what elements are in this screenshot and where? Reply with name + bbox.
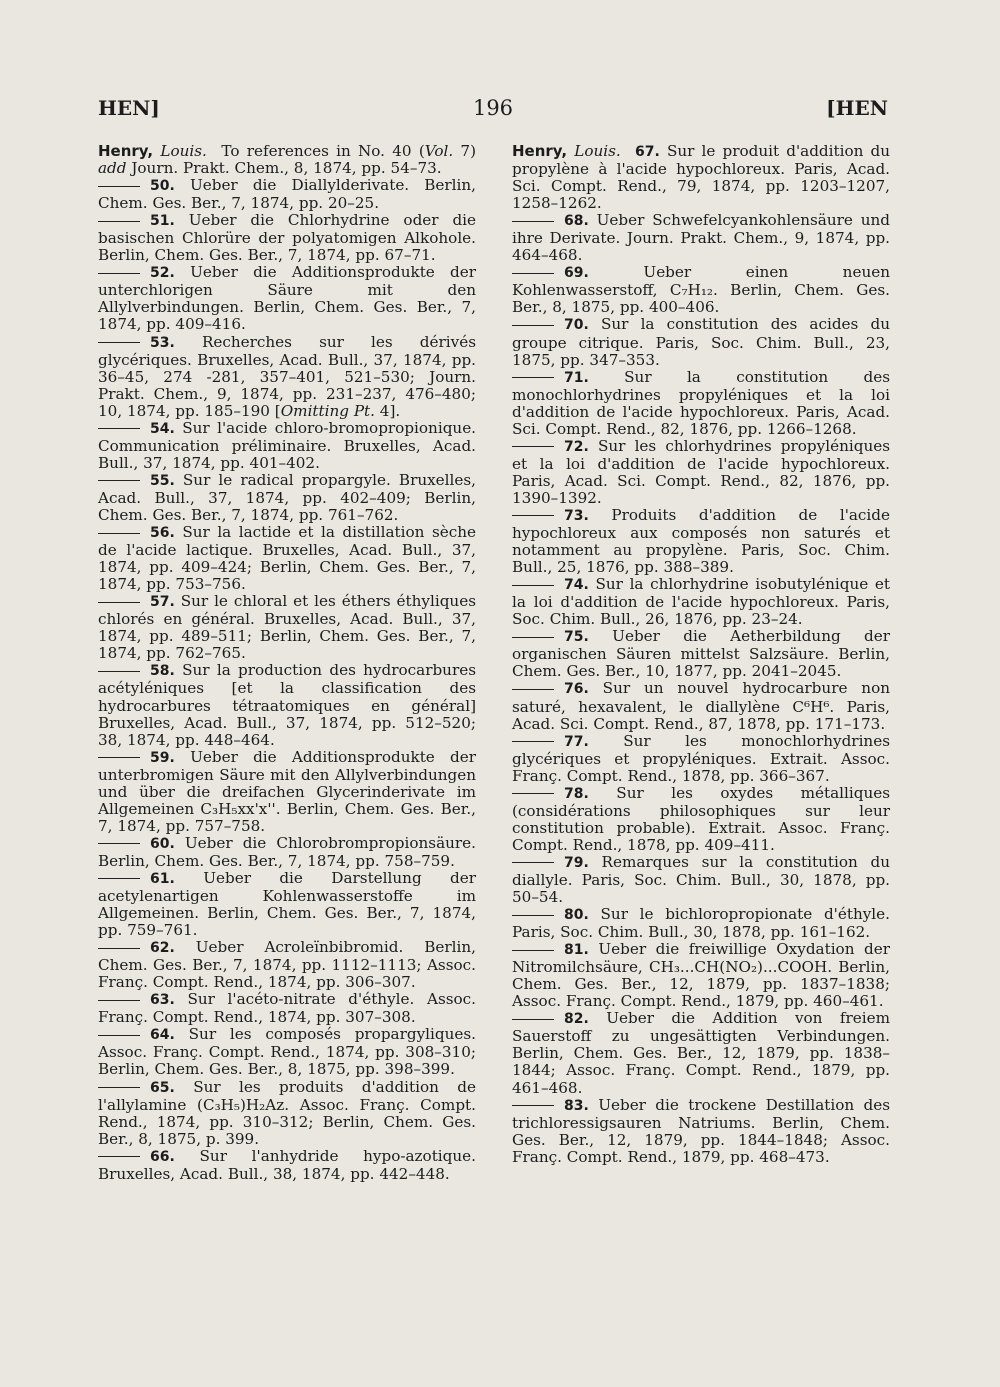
bibliography-entry xyxy=(98,991,476,1026)
entry-text: Sur la constitution des monochlorhydrines propyléniques et la loi d'addition de l'acide hypochloreux. Paris, Acad. Sci. Compt. Rend., 82, 1876, pp. 1266–1268. xyxy=(512,367,890,438)
entry-number: 77. xyxy=(564,733,589,750)
ditto-dash xyxy=(98,1035,140,1036)
entry-number: 83. xyxy=(564,1097,589,1114)
intro-vol: Vol. xyxy=(424,142,454,160)
ditto-dash xyxy=(98,342,140,343)
entry-number: 80. xyxy=(564,907,589,924)
entry-text: Ueber die Additionsprodukte der unterbromigen Säure mit den Allylverbindungen und über die dreifachen Glycerinderivate im Allgemeinen C₃H₅xx'x''. Berlin, Chem. Ges. Ber., 7, 1874, pp. 757–758. xyxy=(98,747,477,835)
entry-number: 63. xyxy=(150,992,175,1009)
intro-text-a: To references in No. 40 ( xyxy=(221,142,425,160)
entry-text-tail: 4]. xyxy=(374,401,401,420)
entry-text: Sur un nouvel hydrocarbure non saturé, hexavalent, le diallylène C⁶H⁶. Paris, Acad. Sci. Compt. Rend., 87, 1878, pp. 171–173. xyxy=(512,679,891,733)
ditto-dash xyxy=(512,915,554,916)
entry-number: 57. xyxy=(150,594,175,611)
entry-text: Sur l'anhydride hypo-azotique. Bruxelles, Acad. Bull., 38, 1874, pp. 442–448. xyxy=(98,1146,476,1183)
running-header xyxy=(98,96,888,128)
bibliography-entry xyxy=(98,593,476,662)
bibliography-entry xyxy=(512,941,890,1010)
entry-number: 60. xyxy=(150,835,175,852)
ditto-dash xyxy=(512,325,554,326)
entry-text: Sur la production des hydrocarbures acétyléniques [et la classification des hydrocarbures tétraatomiques en général] Bruxelles, Acad. Bull., 37, 1874, pp. 512–520; 38, 1874, pp. 448–464. xyxy=(98,661,477,749)
entry-text: Ueber Schwefelcyankohlensäure und ihre Derivate. Journ. Prakt. Chem., 9, 1874, pp. 464–468. xyxy=(512,211,890,265)
entry-italic-note: Omitting Pt. xyxy=(280,401,375,420)
bibliography-entry xyxy=(98,1026,476,1078)
entry-number: 50. xyxy=(150,178,175,195)
entry-text: Sur la constitution des acides du groupe citrique. Paris, Soc. Chim. Bull., 23, 1875, pp. 347–353. xyxy=(512,315,890,369)
ditto-dash xyxy=(98,221,140,222)
entry-text: Ueber die Darstellung der acetylenartigen Kohlenwasserstoffe im Allgemeinen. Berlin, Chem. Ges. Ber., 7, 1874, pp. 759–761. xyxy=(98,868,477,940)
entry-number: 53. xyxy=(150,334,175,351)
ditto-dash xyxy=(98,533,140,534)
bibliography-entry xyxy=(512,507,890,576)
bibliography-entry xyxy=(98,662,476,748)
author-entry xyxy=(512,143,890,212)
entry-text: Ueber die Addition von freiem Sauerstoff zu ungesättigten Verbindungen. Berlin, Chem. Ges. Ber., 12, 1879, pp. 1838–1844; Assoc. Franç. Compt. Rend., 1879, pp. 461–468. xyxy=(512,1009,890,1097)
bibliography-entry xyxy=(512,316,890,368)
entry-number: 78. xyxy=(564,785,589,802)
ditto-dash xyxy=(512,273,554,274)
right-column xyxy=(512,143,890,1166)
entry-number: 79. xyxy=(564,854,589,871)
header-right: [HEN xyxy=(826,96,888,120)
left-entry-list xyxy=(98,177,476,1183)
intro-add: add xyxy=(98,159,127,178)
entry-text: Sur l'acéto-nitrate d'éthyle. Assoc. Franç. Compt. Rend., 1874, pp. 307–308. xyxy=(98,990,477,1027)
bibliography-entry xyxy=(512,733,890,785)
entry-text: Sur la chlorhydrine isobutylénique et la loi d'addition de l'acide hypochloreux. Paris, Soc. Chim. Bull., 26, 1876, pp. 23–24. xyxy=(512,575,890,629)
bibliography-entry xyxy=(512,854,890,906)
bibliography-entry xyxy=(98,212,476,264)
entry-text: Sur le produit d'addition du propylène à l'acide hypochloreux. Paris, Acad. Sci. Compt. Rend., 79, 1874, pp. 1203–1207, 1258–1262. xyxy=(512,142,891,213)
ditto-dash xyxy=(98,671,140,672)
bibliography-entry xyxy=(98,870,476,939)
ditto-dash xyxy=(512,741,554,742)
author-first-name: Louis. xyxy=(574,142,621,160)
entry-number: 54. xyxy=(150,420,175,437)
entry-number: 55. xyxy=(150,472,175,489)
entry-text: Sur les monochlorhydrines glycériques et propyléniques. Extrait. Assoc. Franç. Compt. Rend., 1878, pp. 366–367. xyxy=(512,731,890,785)
entry-text: Ueber einen neuen Kohlenwasserstoff, C₇H₁₂. Berlin, Chem. Ges. Ber., 8, 1875, pp. 400–406. xyxy=(512,263,890,317)
entry-number: 51. xyxy=(150,213,175,230)
entry-number: 76. xyxy=(564,681,589,698)
ditto-dash xyxy=(98,1000,140,1001)
entry-number: 58. xyxy=(150,663,175,680)
ditto-dash xyxy=(512,377,554,378)
entry-number: 66. xyxy=(150,1148,175,1165)
ditto-dash xyxy=(98,1156,140,1157)
entry-text: Ueber die Additionsprodukte der unterchlorigen Säure mit den Allylverbindungen. Berlin, Chem. Ges. Ber., 7, 1874, pp. 409–416. xyxy=(98,263,477,334)
entry-text: Sur la lactide et la distillation sèche de l'acide lactique. Bruxelles, Acad. Bull., 37, 1874, pp. 409–424; Berlin, Chem. Ges. Ber., 7, 1874, pp. 753–756. xyxy=(98,523,476,594)
entry-text: Ueber die Aetherbildung der organischen Säuren mittelst Salzsäure. Berlin, Chem. Ges. Ber., 10, 1877, pp. 2041–2045. xyxy=(512,627,891,681)
entry-text: Ueber die freiwillige Oxydation der Nitromilchsäure, CH₃...CH(NO₂)...COOH. Berlin, Chem. Ges. Ber., 12, 1879, pp. 1837–1838; Assoc. Franç. Compt. Rend., 1879, pp. 460–461. xyxy=(512,940,891,1011)
entry-number: 72. xyxy=(564,438,589,455)
ditto-dash xyxy=(512,689,554,690)
entry-number: 74. xyxy=(564,577,589,594)
bibliography-entry xyxy=(512,628,890,680)
ditto-dash xyxy=(512,515,554,516)
author-entry xyxy=(98,143,476,177)
entry-number: 62. xyxy=(150,940,175,957)
ditto-dash xyxy=(512,585,554,586)
bibliography-entry xyxy=(98,472,476,524)
entry-number: 70. xyxy=(564,317,589,334)
entry-number: 68. xyxy=(564,213,589,230)
entry-text: Sur les oxydes métalliques (considérations philosophiques sur leur constitution probable). Extrait. Assoc. Franç. Compt. Rend., 1878, pp. 409–411. xyxy=(512,783,891,854)
ditto-dash xyxy=(512,446,554,447)
bibliography-entry xyxy=(512,212,890,264)
bibliography-entry xyxy=(98,420,476,472)
entry-number: 64. xyxy=(150,1027,175,1044)
ditto-dash xyxy=(512,950,554,951)
entry-text: Sur l'acide chloro-bromopropionique. Communication préliminaire. Bruxelles, Acad. Bull., 37, 1874, pp. 401–402. xyxy=(98,418,477,472)
ditto-dash xyxy=(98,878,140,879)
intro-text-c: Journ. Prakt. Chem., 8, 1874, pp. 54–73. xyxy=(126,159,442,178)
entry-text: Remarques sur la constitution du diallyle. Paris, Soc. Chim. Bull., 30, 1878, pp. 50–54. xyxy=(512,852,890,907)
entry-number: 69. xyxy=(564,265,589,282)
ditto-dash xyxy=(512,221,554,222)
bibliography-entry xyxy=(512,906,890,941)
entry-number: 52. xyxy=(150,265,175,282)
ditto-dash xyxy=(98,273,140,274)
page-number: 196 xyxy=(472,96,514,120)
ditto-dash xyxy=(512,1105,554,1106)
entry-text: Sur les composés propargyliques. Assoc. Franç. Compt. Rend., 1874, pp. 308–310; Berlin, Chem. Ges. Ber., 8, 1875, pp. 398–399. xyxy=(98,1025,476,1079)
entry-text: Sur le chloral et les éthers éthyliques chlorés en général. Bruxelles, Acad. Bull., 37, 1874, pp. 489–511; Berlin, Chem. Ges. Ber., 7, 1874, pp. 762–765. xyxy=(98,592,476,663)
entry-text: Sur le radical propargyle. Bruxelles, Acad. Bull., 37, 1874, pp. 402–409; Berlin, Chem. Ges. Ber., 7, 1874, pp. 761–762. xyxy=(98,470,476,524)
entry-number: 61. xyxy=(150,870,175,887)
bibliography-entry xyxy=(512,1010,890,1096)
bibliography-entry xyxy=(98,835,476,870)
entry-number: 75. xyxy=(564,629,589,646)
entry-number: 71. xyxy=(564,369,589,386)
ditto-dash xyxy=(98,186,140,187)
entry-text: Ueber Acroleïnbibromid. Berlin, Chem. Ges. Ber., 7, 1874, pp. 1112–1113; Assoc. Franç. Compt. Rend., 1874, pp. 306–307. xyxy=(98,938,476,992)
entry-text: Ueber die Chlorobrompropionsäure. Berlin, Chem. Ges. Ber., 7, 1874, pp. 758–759. xyxy=(98,833,476,870)
entry-text: Sur le bichloropropionate d'éthyle. Paris, Soc. Chim. Bull., 30, 1878, pp. 161–162. xyxy=(512,905,890,942)
ditto-dash xyxy=(98,843,140,844)
ditto-dash xyxy=(512,793,554,794)
intro-text-b: 7) xyxy=(453,142,477,160)
bibliography-entry xyxy=(512,1097,890,1166)
entry-number: 65. xyxy=(150,1079,175,1096)
entry-number: 67. xyxy=(635,144,660,160)
bibliography-entry xyxy=(512,785,890,854)
entry-number: 81. xyxy=(564,942,589,959)
bibliography-entry xyxy=(98,1148,476,1183)
entry-number: 73. xyxy=(564,507,589,524)
entry-text: Sur les chlorhydrines propyléniques et la loi d'addition de l'acide hypochloreux. Paris, Acad. Sci. Compt. Rend., 82, 1876, pp. 1390–1392. xyxy=(512,436,891,507)
left-column xyxy=(98,143,476,1183)
bibliography-entry xyxy=(512,369,890,438)
entry-number: 82. xyxy=(564,1011,589,1028)
bibliography-entry xyxy=(512,576,890,628)
entry-text: Recherches sur les dérivés glycériques. Bruxelles, Acad. Bull., 37, 1874, pp. 36–45, 274 -281, 357–401, 521–530; Journ. Prakt. Chem., 9, 1874, pp. 231–237, 476–480; 10, 1874, pp. 185–190 [ xyxy=(98,332,476,420)
bibliography-entry xyxy=(98,939,476,991)
author-name: Henry, xyxy=(98,142,154,160)
entry-number: 56. xyxy=(150,525,175,542)
bibliography-entry xyxy=(98,1079,476,1148)
bibliography-entry xyxy=(98,749,476,835)
ditto-dash xyxy=(98,428,140,429)
author-name: Henry, xyxy=(512,142,568,160)
entry-text: Ueber die Chlorhydrine oder die basischen Chlorüre der polyatomigen Alkohole. Berlin, Chem. Ges. Ber., 7, 1874, pp. 67–71. xyxy=(98,211,477,265)
bibliography-entry xyxy=(512,438,890,507)
author-first-name: Louis. xyxy=(160,142,207,160)
entry-text: Ueber die Diallylderivate. Berlin, Chem. Ges. Ber., 7, 1874, pp. 20–25. xyxy=(98,176,476,213)
bibliography-entry xyxy=(512,264,890,316)
ditto-dash xyxy=(512,1019,554,1020)
ditto-dash xyxy=(512,862,554,863)
bibliography-entry xyxy=(98,524,476,593)
entry-number: 59. xyxy=(150,749,175,766)
ditto-dash xyxy=(98,1087,140,1088)
bibliography-entry xyxy=(98,264,476,333)
ditto-dash xyxy=(98,480,140,481)
ditto-dash xyxy=(98,757,140,758)
bibliography-entry xyxy=(98,177,476,212)
ditto-dash xyxy=(512,637,554,638)
entry-text: Ueber die trockene Destillation des trichloressigsauren Natriums. Berlin, Chem. Ges. Ber., 12, 1879, pp. 1844–1848; Assoc. Franç. Compt. Rend., 1879, pp. 468–473. xyxy=(512,1095,891,1166)
right-entry-list xyxy=(512,212,890,1166)
ditto-dash xyxy=(98,948,140,949)
bibliography-entry xyxy=(512,680,890,732)
entry-text: Sur les produits d'addition de l'allylamine (C₃H₅)H₂Az. Assoc. Franç. Compt. Rend., 1874, pp. 310–312; Berlin, Chem. Ges. Ber., 8, 1875, p. 399. xyxy=(98,1077,476,1148)
bibliography-entry xyxy=(98,334,476,420)
ditto-dash xyxy=(98,602,140,603)
entry-text: Produits d'addition de l'acide hypochloreux aux composés non saturés et notamment au propylène. Paris, Soc. Chim. Bull., 25, 1876, pp. 388–389. xyxy=(512,505,891,577)
header-left: HEN] xyxy=(98,96,160,120)
